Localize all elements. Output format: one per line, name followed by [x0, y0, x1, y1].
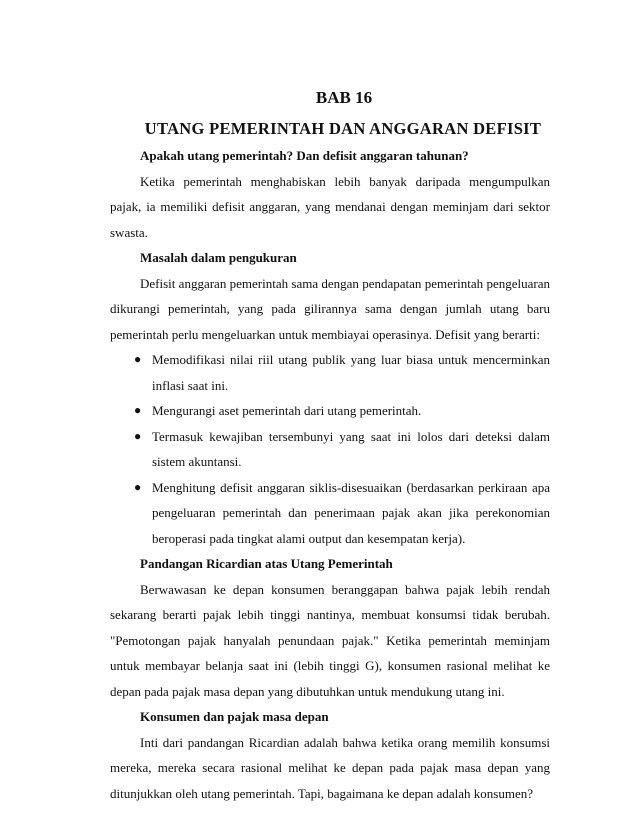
list-item	[110, 398, 550, 424]
bullet-icon: ●	[134, 352, 142, 366]
section-heading: Masalah dalam pengukuran	[140, 250, 297, 265]
bullet-icon: ●	[134, 479, 142, 494]
section-paragraph: Berwawasan ke depan konsumen beranggapan bahwa pajak lebih rendah sekarang berarti pajak lebih tinggi nantinya, membuat konsumsi tidak berubah. "Pemotongan pajak hanyalah penundaan pajak." Ketika pemerintah meminjam untuk membayar belanja saat ini (lebih tinggi G), konsumen rasional melihat ke depan pada pajak masa depan yang dibutuhkan untuk mendukung utang ini.	[110, 581, 550, 699]
list-item-text: Menghitung defisit anggaran siklis-disesuaikan (berdasarkan perkiraan apa pengeluaran pemerintah dan penerimaan pajak akan jika perekonomian beroperasi pada tingkat alami output dan kesempatan kerja).	[152, 479, 550, 546]
list-item-text: Termasuk kewajiban tersembunyi yang saat ini lolos dari deteksi dalam sistem akuntansi.	[152, 428, 550, 469]
section-paragraph: Ketika pemerintah menghabiskan lebih banyak daripada mengumpulkan pajak, ia memiliki defisit anggaran, yang mendanai dengan meminjam dari sektor swasta.	[110, 173, 550, 240]
section-heading: Apakah utang pemerintah? Dan defisit anggaran tahunan?	[140, 148, 469, 163]
list-item-text: Memodifikasi nilai riil utang publik yang luar biasa untuk mencerminkan inflasi saat ini.	[152, 352, 550, 393]
document-body	[110, 143, 550, 806]
list-item	[110, 424, 550, 475]
bullet-icon: ●	[134, 428, 142, 443]
section-heading: Pandangan Ricardian atas Utang Pemerintah	[140, 556, 393, 571]
section-paragraph: Inti dari pandangan Ricardian adalah bahwa ketika orang memilih konsumsi mereka, mereka secara rasional melihat ke depan pada pajak masa depan yang ditunjukkan oleh utang pemerintah. Tapi, bagaimana ke depan adalah konsumen?	[110, 734, 550, 801]
bullet-icon: ●	[134, 403, 142, 417]
list-item	[110, 475, 550, 552]
list-item	[110, 347, 550, 398]
chapter-title: UTANG PEMERINTAH DAN ANGGARAN DEFISIT	[144, 119, 542, 138]
chapter-number: BAB 16	[315, 88, 373, 107]
section-paragraph: Defisit anggaran pemerintah sama dengan pendapatan pemerintah pengeluaran dikurangi pemerintah, yang pada gilirannya sama dengan jumlah utang baru pemerintah perlu mengeluarkan untuk membiayai operasinya. Defisit yang berarti:	[110, 275, 550, 342]
section-heading: Konsumen dan pajak masa depan	[140, 709, 329, 724]
list-item-text: Mengurangi aset pemerintah dari utang pemerintah.	[152, 403, 422, 418]
bullet-list	[110, 347, 550, 551]
